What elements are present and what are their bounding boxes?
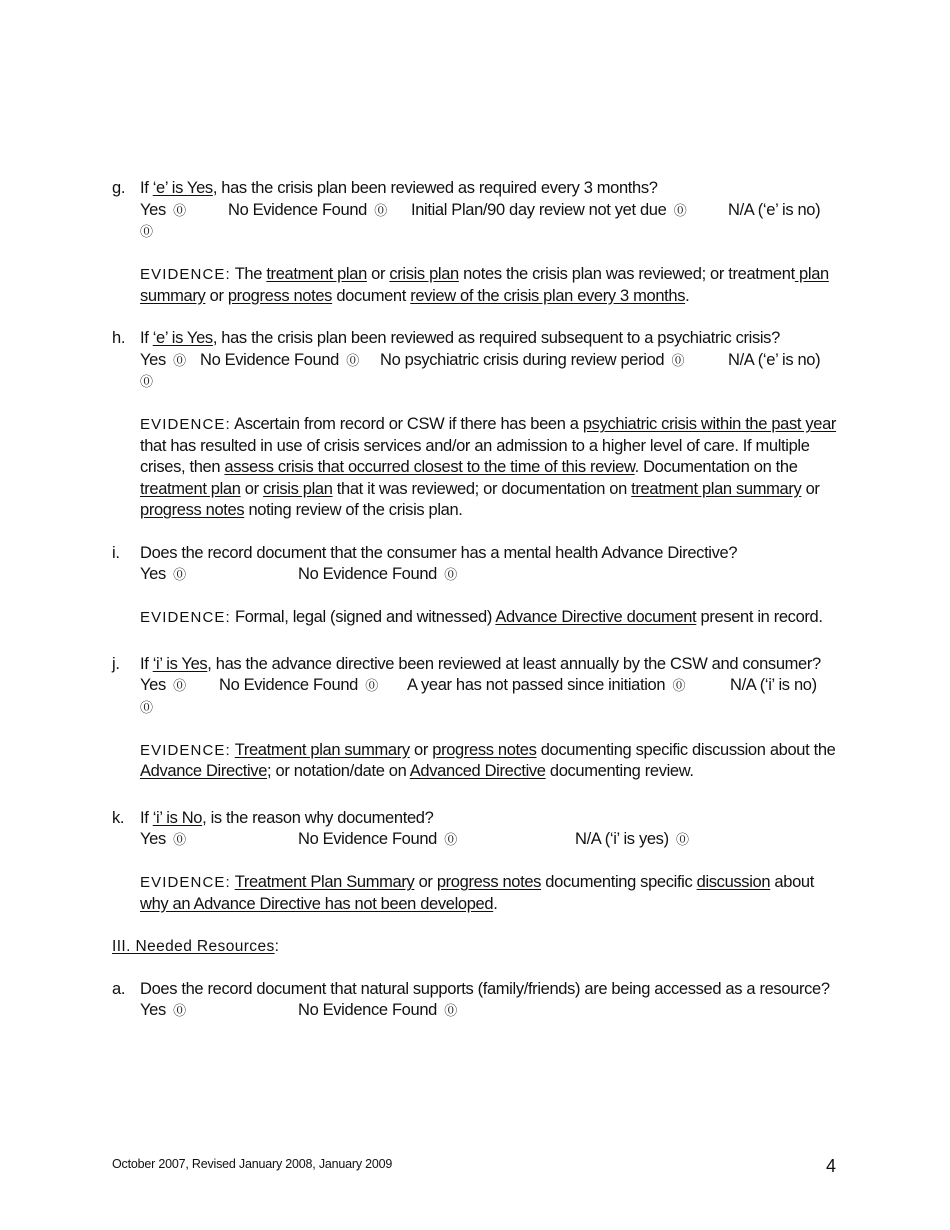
evidence-text: EVIDENCE: Treatment plan summary or progress notes documenting specific discussion about the Advance Directive; or notation/date on Advanced Directive documenting review. — [140, 740, 836, 780]
evidence-label: EVIDENCE: — [140, 416, 231, 433]
option-no-evidence[interactable]: No Evidence Found ⓪ — [298, 565, 457, 583]
radio-mark-icon[interactable]: ⓪ — [672, 678, 686, 693]
option-no-evidence[interactable]: No Evidence Found ⓪ — [298, 830, 457, 848]
option-na-mark[interactable] — [140, 221, 842, 243]
option-na-mark[interactable] — [140, 371, 842, 393]
radio-mark-icon[interactable]: ⓪ — [444, 567, 457, 582]
option-na[interactable]: N/A (‘i’ is no) — [730, 676, 817, 694]
option-na[interactable]: N/A (‘e’ is no) — [728, 200, 821, 219]
evidence-text: EVIDENCE: Treatment Plan Summary or progress notes documenting specific discussion about why an Advance Directive has not been developed. — [140, 873, 814, 913]
option-year-not-passed[interactable]: A year has not passed since initiation ⓪ — [407, 676, 686, 694]
option-na-mark[interactable] — [140, 697, 842, 719]
item-g — [112, 178, 842, 307]
document-body — [112, 178, 842, 1043]
option-no-evidence[interactable]: No Evidence Found ⓪ — [228, 200, 387, 219]
evidence-label: EVIDENCE: — [140, 874, 231, 891]
radio-mark-icon[interactable]: ⓪ — [444, 1003, 457, 1018]
evidence-label: EVIDENCE: — [140, 609, 231, 626]
item-letter: j. — [112, 654, 120, 673]
radio-mark-icon[interactable]: ⓪ — [673, 202, 687, 218]
item-question: If ‘i’ is Yes, has the advance directive been reviewed at least annually by the CSW and consumer? — [140, 654, 821, 673]
evidence-text: EVIDENCE: Formal, legal (signed and witnessed) Advance Directive document present in record. — [140, 608, 823, 626]
option-na[interactable]: N/A (‘e’ is no) — [728, 350, 821, 369]
radio-mark-icon[interactable]: ⓪ — [346, 352, 359, 368]
radio-mark-icon[interactable]: ⓪ — [365, 678, 378, 693]
radio-mark-icon[interactable]: ⓪ — [374, 202, 387, 218]
radio-mark-icon[interactable]: ⓪ — [140, 224, 153, 239]
item-letter: i. — [112, 543, 120, 562]
item-i — [112, 543, 842, 629]
options-row — [140, 564, 842, 586]
options-row — [140, 829, 842, 851]
option-yes[interactable]: Yes ⓪ — [140, 200, 186, 219]
options-row — [140, 1000, 842, 1022]
radio-mark-icon[interactable]: ⓪ — [675, 832, 689, 847]
radio-mark-icon[interactable]: ⓪ — [444, 832, 457, 847]
option-yes[interactable]: Yes ⓪ — [140, 565, 186, 583]
radio-mark-icon[interactable]: ⓪ — [173, 202, 186, 218]
radio-mark-icon[interactable]: ⓪ — [140, 374, 153, 389]
evidence-text: EVIDENCE: Ascertain from record or CSW if there has been a psychiatric crisis within the past year that has resulted in use of crisis services and/or an admission to a higher level of care. If multiple crises, then assess crisis that occurred closest to the time of this review. Documentation on the treatment plan or crisis plan that it was reviewed; or documentation on treatment plan summary or progress notes noting review of the crisis plan. — [140, 415, 837, 519]
item-question: If ‘e’ is Yes, has the crisis plan been reviewed as required every 3 months? — [140, 179, 658, 197]
item-letter: k. — [112, 808, 125, 827]
options-row — [140, 350, 842, 372]
option-na[interactable]: N/A (‘i’ is yes) ⓪ — [575, 830, 689, 848]
option-no-crisis[interactable]: No psychiatric crisis during review period ⓪ — [380, 350, 685, 369]
radio-mark-icon[interactable]: ⓪ — [173, 678, 186, 693]
option-no-evidence[interactable]: No Evidence Found ⓪ — [200, 350, 359, 369]
evidence-label: EVIDENCE: — [140, 741, 231, 759]
option-initial-plan[interactable]: Initial Plan/90 day review not yet due ⓪ — [411, 200, 687, 219]
page-number: 4 — [826, 1156, 837, 1176]
option-no-evidence[interactable]: No Evidence Found ⓪ — [219, 676, 378, 694]
radio-mark-icon[interactable]: ⓪ — [173, 352, 186, 368]
section-heading: III. Needed Resources: — [112, 938, 280, 955]
option-no-evidence[interactable]: No Evidence Found ⓪ — [298, 1001, 457, 1019]
evidence-label: EVIDENCE: — [140, 266, 231, 283]
footer-revision: October 2007, Revised January 2008, January 2009 — [112, 1157, 393, 1171]
item-k — [112, 808, 842, 916]
item-a — [112, 979, 842, 1022]
item-question: Does the record document that the consumer has a mental health Advance Directive? — [140, 543, 738, 562]
item-h — [112, 328, 842, 522]
item-letter: h. — [112, 329, 126, 347]
radio-mark-icon[interactable]: ⓪ — [173, 567, 186, 582]
options-row — [140, 675, 842, 697]
option-yes[interactable]: Yes ⓪ — [140, 350, 186, 369]
evidence-text: EVIDENCE: The treatment plan or crisis plan notes the crisis plan was reviewed; or treatment plan summary or progress notes document review of the crisis plan every 3 months. — [140, 265, 829, 305]
item-letter: a. — [112, 979, 126, 998]
option-yes[interactable]: Yes ⓪ — [140, 676, 186, 694]
radio-mark-icon[interactable]: ⓪ — [173, 832, 186, 847]
item-j — [112, 654, 842, 783]
radio-mark-icon[interactable]: ⓪ — [671, 352, 685, 368]
item-question: Does the record document that natural supports (family/friends) are being accessed as a resource? — [140, 979, 830, 998]
radio-mark-icon[interactable]: ⓪ — [173, 1003, 186, 1018]
item-question: If ‘i’ is No, is the reason why documented? — [140, 808, 434, 827]
option-yes[interactable]: Yes ⓪ — [140, 1001, 186, 1019]
option-yes[interactable]: Yes ⓪ — [140, 830, 186, 848]
item-letter: g. — [112, 179, 126, 197]
radio-mark-icon[interactable]: ⓪ — [140, 699, 153, 715]
item-question: If ‘e’ is Yes, has the crisis plan been reviewed as required subsequent to a psychiatric crisis? — [140, 329, 780, 347]
options-row — [140, 200, 842, 222]
